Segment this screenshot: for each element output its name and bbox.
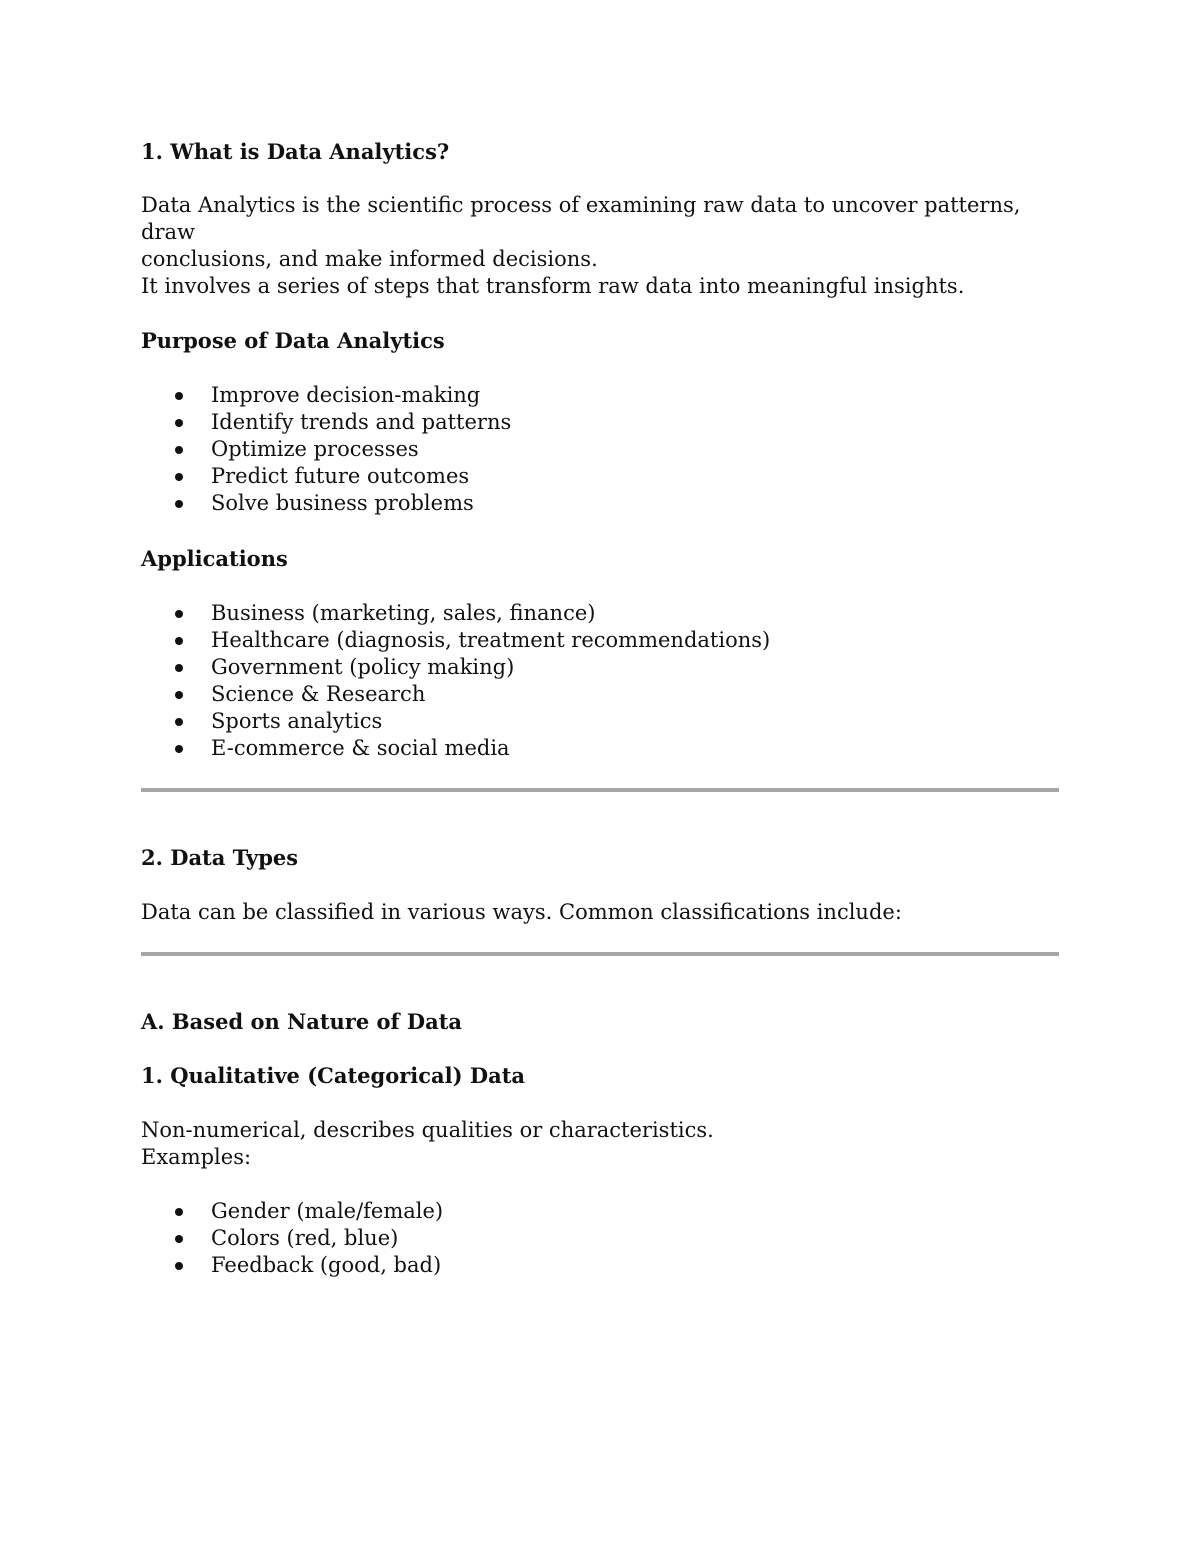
list-item-text: E-commerce & social media: [211, 736, 510, 760]
document-page: [141, 138, 1059, 1279]
list-item: [141, 681, 1059, 708]
list-item: [141, 654, 1059, 681]
list-item: [141, 1225, 1059, 1252]
list-item: [141, 1198, 1059, 1225]
bullet-icon: [175, 610, 183, 618]
qualitative-examples-list: [141, 1198, 1059, 1279]
list-item-text: Business (marketing, sales, finance): [211, 601, 596, 625]
bullet-icon: [175, 1262, 183, 1270]
bullet-icon: [175, 637, 183, 645]
list-item-text: Science & Research: [211, 682, 426, 706]
bullet-icon: [175, 500, 183, 508]
list-item-text: Improve decision-making: [211, 383, 481, 407]
list-item-text: Colors (red, blue): [211, 1226, 399, 1250]
section1-intro-line2: conclusions, and make informed decisions.: [141, 247, 598, 271]
list-item: [141, 409, 1059, 436]
list-item: [141, 382, 1059, 409]
qualitative-description: Non-numerical, describes qualities or characteristics.: [141, 1118, 714, 1142]
list-item-text: Government (policy making): [211, 655, 515, 679]
list-item-text: Healthcare (diagnosis, treatment recommendations): [211, 628, 771, 652]
list-item-text: Predict future outcomes: [211, 464, 470, 488]
sectionA-heading: A. Based on Nature of Data: [141, 1009, 463, 1034]
section1-intro-line1: Data Analytics is the scientific process of examining raw data to uncover patterns, draw: [141, 193, 1021, 244]
purpose-list: [141, 382, 1059, 517]
section1-intro-line3: It involves a series of steps that transform raw data into meaningful insights.: [141, 274, 965, 298]
list-item-text: Gender (male/female): [211, 1199, 444, 1223]
list-item-text: Solve business problems: [211, 491, 474, 515]
purpose-heading: Purpose of Data Analytics: [141, 328, 445, 353]
list-item: [141, 1252, 1059, 1279]
applications-heading: Applications: [141, 546, 288, 571]
list-item-text: Sports analytics: [211, 709, 383, 733]
list-item-text: Feedback (good, bad): [211, 1253, 442, 1277]
list-item: [141, 600, 1059, 627]
section1-heading: 1. What is Data Analytics?: [141, 139, 450, 164]
bullet-icon: [175, 718, 183, 726]
qualitative-heading: 1. Qualitative (Categorical) Data: [141, 1063, 526, 1088]
list-item: [141, 463, 1059, 490]
list-item-text: Optimize processes: [211, 437, 419, 461]
list-item: [141, 627, 1059, 654]
bullet-icon: [175, 446, 183, 454]
bullet-icon: [175, 1208, 183, 1216]
examples-label: Examples:: [141, 1145, 252, 1169]
list-item-text: Identify trends and patterns: [211, 410, 512, 434]
bullet-icon: [175, 392, 183, 400]
section2-heading: 2. Data Types: [141, 845, 299, 870]
bullet-icon: [175, 745, 183, 753]
list-item: [141, 735, 1059, 762]
list-item: [141, 708, 1059, 735]
list-item: [141, 436, 1059, 463]
bullet-icon: [175, 419, 183, 427]
bullet-icon: [175, 473, 183, 481]
list-item: [141, 490, 1059, 517]
bullet-icon: [175, 691, 183, 699]
section2-intro: Data can be classified in various ways. Common classifications include:: [141, 900, 902, 924]
bullet-icon: [175, 1235, 183, 1243]
applications-list: [141, 600, 1059, 762]
bullet-icon: [175, 664, 183, 672]
